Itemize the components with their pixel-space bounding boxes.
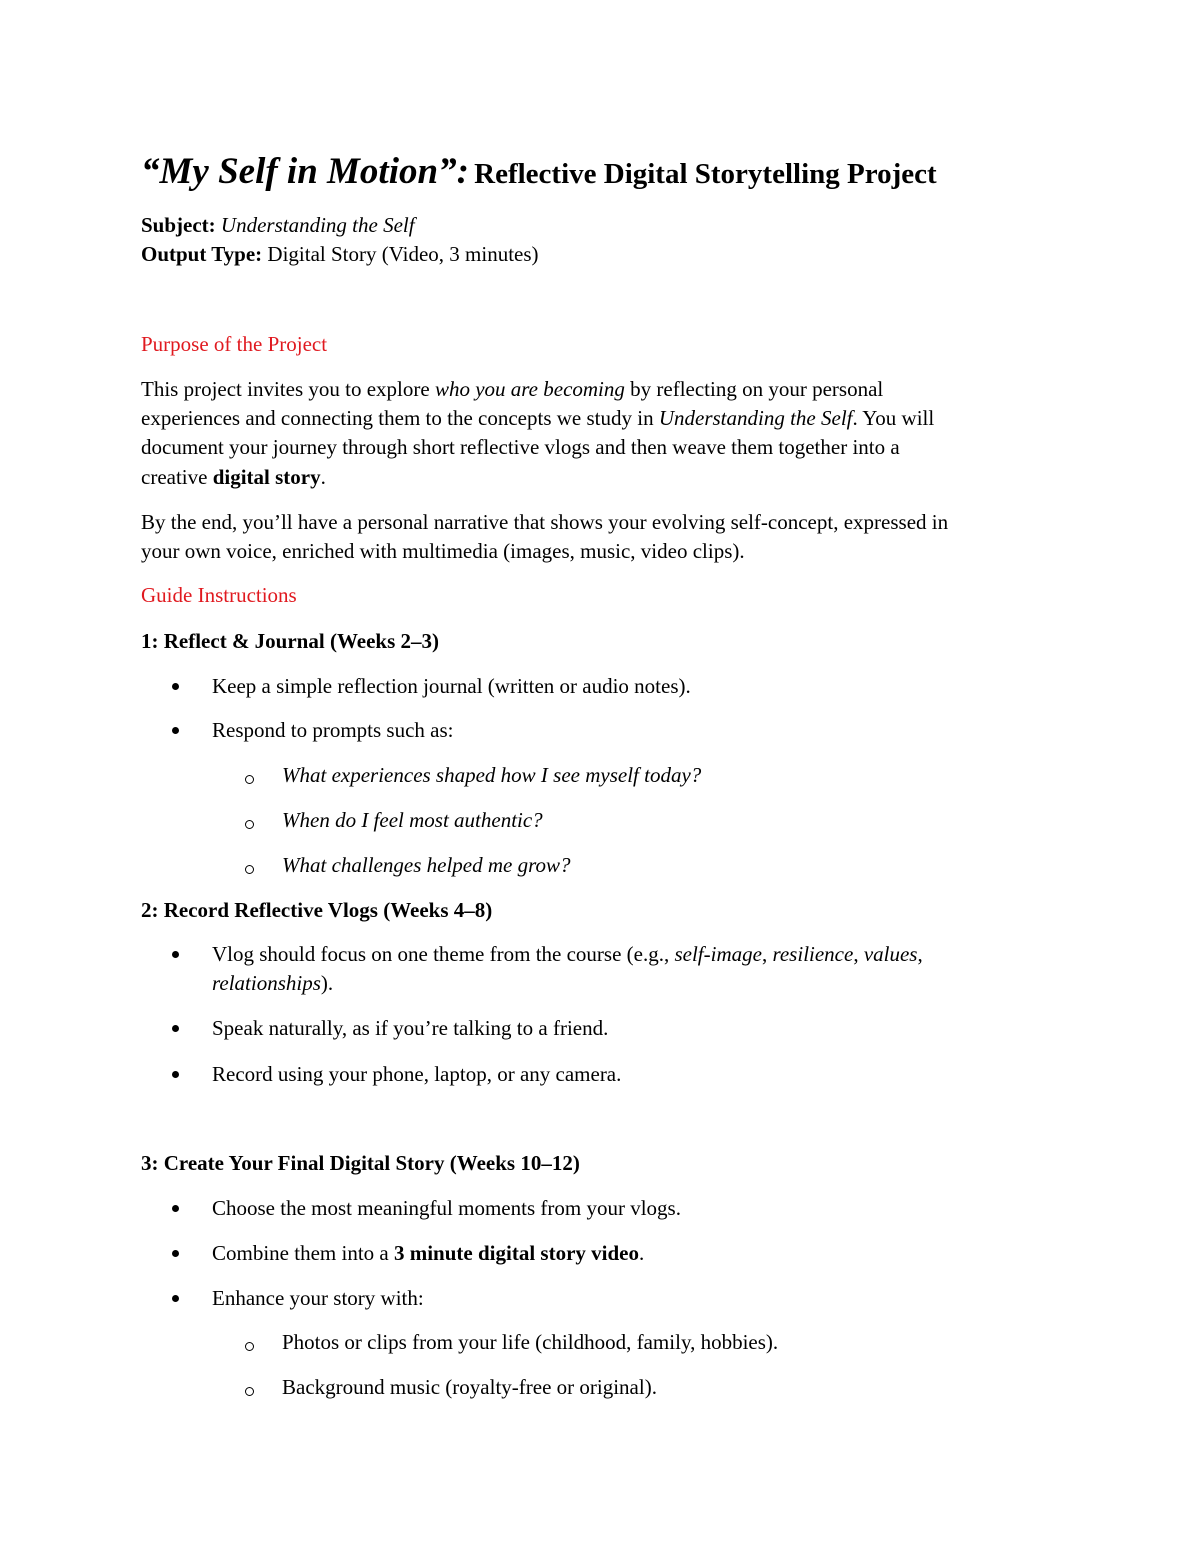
purpose-paragraph-line: This project invites you to explore who you are becoming by reflecting on your personal (141, 377, 884, 401)
bullet-icon (172, 1250, 179, 1257)
purpose-paragraph-line: experiences and connecting them to the concepts we study in Understanding the Self. You will (141, 406, 935, 430)
bullet-icon (172, 683, 179, 690)
sub-list-item: When do I feel most authentic? (245, 805, 254, 835)
subject-value: Understanding the Self (220, 213, 415, 237)
purpose-paragraph-2-line: your own voice, enriched with multimedia (images, music, video clips). (141, 539, 745, 563)
list-item: Enhance your story with: (172, 1283, 211, 1313)
subject-line (141, 210, 415, 240)
title-project-type: Reflective Digital Storytelling Project (474, 158, 937, 190)
output-type-label: Output Type: (141, 242, 263, 266)
sub-list-item: What challenges helped me grow? (245, 850, 254, 880)
step-2-title: 2: Record Reflective Vlogs (Weeks 4–8) (141, 898, 493, 922)
purpose-paragraph-line: creative digital story. (141, 465, 326, 489)
bullet-icon (172, 727, 179, 734)
purpose-paragraph-2-line: By the end, you’ll have a personal narrative that shows your evolving self-concept, expressed in (141, 510, 949, 534)
bullet-icon (172, 1071, 179, 1078)
sub-list-item: Background music (royalty-free or original). (245, 1372, 254, 1402)
purpose-heading: Purpose of the Project (141, 332, 328, 356)
document-title (141, 146, 937, 202)
hollow-bullet-icon (245, 865, 254, 874)
list-item: Record using your phone, laptop, or any camera. (172, 1059, 211, 1089)
list-item: Speak naturally, as if you’re talking to a friend. (172, 1013, 211, 1043)
hollow-bullet-icon (245, 820, 254, 829)
list-item: Vlog should focus on one theme from the course (e.g., self-image, resilience, values, (172, 939, 211, 969)
bullet-icon (172, 1025, 179, 1032)
subject-label: Subject: (141, 213, 216, 237)
list-item: Respond to prompts such as: (172, 715, 211, 745)
bullet-icon (172, 1205, 179, 1212)
bullet-icon (172, 1295, 179, 1302)
list-item: Keep a simple reflection journal (written or audio notes). (172, 671, 211, 701)
sub-list-item: What experiences shaped how I see myself today? (245, 760, 254, 790)
hollow-bullet-icon (245, 1387, 254, 1396)
hollow-bullet-icon (245, 1342, 254, 1351)
sub-list-item: Photos or clips from your life (childhood, family, hobbies). (245, 1327, 254, 1357)
purpose-paragraph-line: document your journey through short reflective vlogs and then weave them together into a (141, 435, 900, 459)
output-type-value: Digital Story (Video, 3 minutes) (267, 242, 539, 266)
list-item: Choose the most meaningful moments from your vlogs. (172, 1193, 211, 1223)
list-item: Combine them into a 3 minute digital story video. (172, 1238, 211, 1268)
output-type-line (141, 239, 539, 269)
bullet-icon (172, 951, 179, 958)
guide-heading: Guide Instructions (141, 583, 297, 607)
title-project-name: “My Self in Motion”: (141, 151, 469, 192)
list-item-continuation: relationships). (212, 971, 334, 995)
hollow-bullet-icon (245, 775, 254, 784)
step-3-title: 3: Create Your Final Digital Story (Weeks 10–12) (141, 1151, 580, 1175)
step-1-title: 1: Reflect & Journal (Weeks 2–3) (141, 629, 440, 653)
